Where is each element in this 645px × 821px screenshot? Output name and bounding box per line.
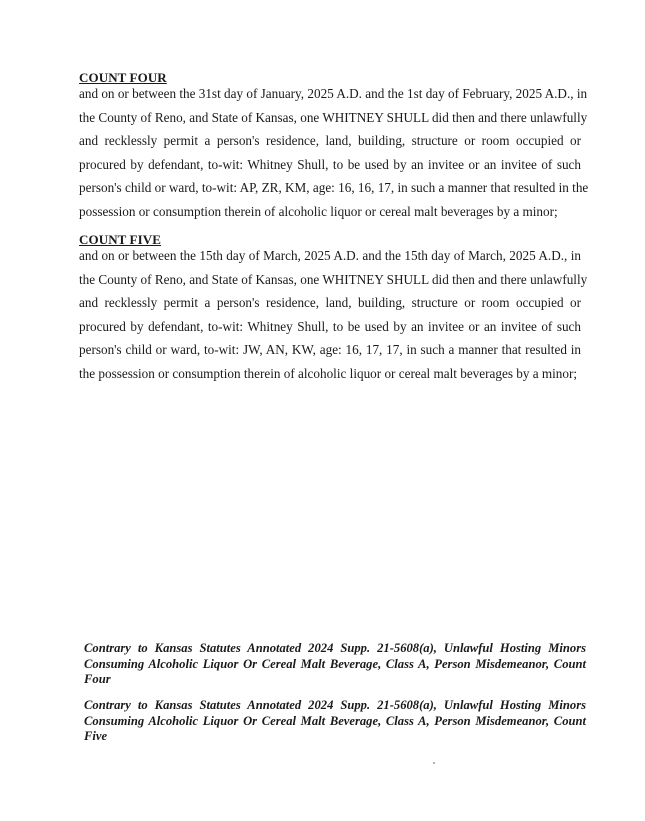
count-five-section: [79, 232, 588, 386]
count-text-line: and on or between the 31st day of January, 2025 A.D. and the 1st day of February, 2025 A.D., in: [79, 86, 588, 101]
statute-citation-count-five: [84, 698, 586, 745]
count-text-line: person's child or ward, to-wit: JW, AN, KW, age: 16, 17, 17, in such a manner that resulted in: [79, 342, 581, 358]
statute-text-line: Consuming Alcoholic Liquor Or Cereal Malt Beverage, Class A, Person Misdemeanor, Count: [84, 713, 586, 728]
statute-text-line: Contrary to Kansas Statutes Annotated 2024 Supp. 21-5608(a), Unlawful Hosting Minors: [84, 641, 586, 655]
count-text-line: possession or consumption therein of alcoholic liquor or cereal malt beverages by a minor;: [79, 203, 558, 219]
count-body: [79, 82, 589, 224]
count-text-line: the County of Reno, and State of Kansas, one WHITNEY SHULL did then and there unlawfully: [79, 109, 588, 125]
scan-artifact: [433, 762, 435, 764]
statute-text-line: Contrary to Kansas Statutes Annotated 2024 Supp. 21-5608(a), Unlawful Hosting Minors: [84, 698, 586, 712]
count-text-line: and recklessly permit a person's residence, land, building, structure or room occupied or: [79, 133, 581, 149]
count-text-line: the County of Reno, and State of Kansas, one WHITNEY SHULL did then and there unlawfully: [79, 271, 588, 287]
statute-text-line: Four: [84, 672, 111, 686]
count-heading: COUNT FIVE: [79, 232, 162, 247]
count-heading: COUNT FOUR: [79, 70, 167, 85]
count-text-line: person's child or ward, to-wit: AP, ZR, KM, age: 16, 16, 17, in such a manner that resulted in the: [79, 180, 589, 196]
count-body: [79, 244, 588, 386]
count-text-line: procured by defendant, to-wit: Whitney Shull, to be used by an invitee or an invitee of such: [79, 318, 581, 334]
statute-text-line: Consuming Alcoholic Liquor Or Cereal Malt Beverage, Class A, Person Misdemeanor, Count: [84, 656, 586, 671]
statute-text-line: Five: [84, 729, 108, 743]
statute-citation-count-four: [84, 641, 586, 688]
count-four-section: [79, 70, 589, 224]
count-text-line: procured by defendant, to-wit: Whitney Shull, to be used by an invitee or an invitee of such: [79, 156, 581, 172]
count-text-line: and recklessly permit a person's residence, land, building, structure or room occupied or: [79, 295, 581, 311]
count-text-line: and on or between the 15th day of March, 2025 A.D. and the 15th day of March, 2025 A.D., in: [79, 248, 581, 263]
count-text-line: the possession or consumption therein of alcoholic liquor or cereal malt beverages by a minor;: [79, 365, 578, 381]
